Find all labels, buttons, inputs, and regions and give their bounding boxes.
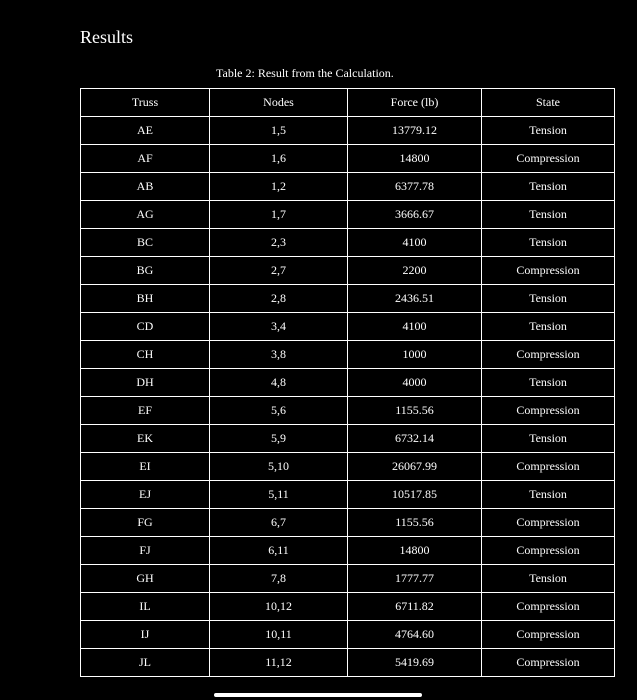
header-row [81, 89, 615, 117]
cell-truss: JL [81, 649, 210, 677]
table-caption: Table 2: Result from the Calculation. [216, 66, 394, 80]
cell-truss: CH [81, 341, 210, 369]
cell-state: Tension [482, 229, 615, 257]
cell-nodes: 6,11 [210, 537, 348, 565]
cell-state: Compression [482, 593, 615, 621]
cell-truss: BG [81, 257, 210, 285]
page-title: Results [80, 27, 134, 47]
cell-nodes: 3,8 [210, 341, 348, 369]
cell-nodes: 5,10 [210, 453, 348, 481]
cell-nodes: 11,12 [210, 649, 348, 677]
cell-force: 6732.14 [348, 425, 482, 453]
cell-state: Tension [482, 173, 615, 201]
cell-truss: BH [81, 285, 210, 313]
cell-force: 4100 [348, 313, 482, 341]
cell-force: 6377.78 [348, 173, 482, 201]
cell-truss: EK [81, 425, 210, 453]
cell-truss: AG [81, 201, 210, 229]
cell-nodes: 2,8 [210, 285, 348, 313]
cell-nodes: 2,7 [210, 257, 348, 285]
table-row [81, 313, 615, 341]
cell-truss: FG [81, 509, 210, 537]
cell-state: Tension [482, 481, 615, 509]
cell-nodes: 10,11 [210, 621, 348, 649]
results-table [80, 88, 615, 677]
cell-state: Tension [482, 565, 615, 593]
cell-state: Tension [482, 285, 615, 313]
cell-force: 14800 [348, 537, 482, 565]
table-row [81, 593, 615, 621]
cell-nodes: 2,3 [210, 229, 348, 257]
table-row [81, 173, 615, 201]
column-header-state: State [482, 89, 615, 117]
table-row [81, 145, 615, 173]
table-row [81, 341, 615, 369]
table-body [81, 117, 615, 677]
table-row [81, 509, 615, 537]
cell-state: Compression [482, 257, 615, 285]
table-row [81, 397, 615, 425]
cell-truss: BC [81, 229, 210, 257]
table-row [81, 369, 615, 397]
table-row [81, 425, 615, 453]
cell-nodes: 1,5 [210, 117, 348, 145]
cell-state: Tension [482, 201, 615, 229]
cell-force: 26067.99 [348, 453, 482, 481]
cell-nodes: 5,9 [210, 425, 348, 453]
cell-state: Tension [482, 369, 615, 397]
table-row [81, 537, 615, 565]
cell-state: Compression [482, 145, 615, 173]
cell-truss: IJ [81, 621, 210, 649]
table-row [81, 565, 615, 593]
table-row [81, 229, 615, 257]
cell-force: 5419.69 [348, 649, 482, 677]
cell-nodes: 5,6 [210, 397, 348, 425]
table-row [81, 453, 615, 481]
column-header-truss: Truss [81, 89, 210, 117]
cell-force: 2436.51 [348, 285, 482, 313]
table-header [81, 89, 615, 117]
cell-nodes: 6,7 [210, 509, 348, 537]
cell-force: 4764.60 [348, 621, 482, 649]
table-row [81, 285, 615, 313]
home-indicator[interactable] [214, 693, 422, 697]
table-row [81, 117, 615, 145]
cell-truss: AF [81, 145, 210, 173]
cell-state: Tension [482, 425, 615, 453]
column-header-force: Force (lb) [348, 89, 482, 117]
cell-truss: AB [81, 173, 210, 201]
cell-truss: EF [81, 397, 210, 425]
cell-nodes: 7,8 [210, 565, 348, 593]
cell-force: 13779.12 [348, 117, 482, 145]
cell-force: 1777.77 [348, 565, 482, 593]
cell-state: Compression [482, 537, 615, 565]
cell-force: 3666.67 [348, 201, 482, 229]
column-header-nodes: Nodes [210, 89, 348, 117]
table-row [81, 201, 615, 229]
cell-truss: EJ [81, 481, 210, 509]
cell-force: 4100 [348, 229, 482, 257]
cell-force: 1000 [348, 341, 482, 369]
table-row [81, 621, 615, 649]
table-row [81, 257, 615, 285]
cell-truss: IL [81, 593, 210, 621]
cell-nodes: 1,2 [210, 173, 348, 201]
cell-force: 6711.82 [348, 593, 482, 621]
cell-state: Compression [482, 341, 615, 369]
cell-truss: DH [81, 369, 210, 397]
cell-force: 10517.85 [348, 481, 482, 509]
cell-force: 1155.56 [348, 397, 482, 425]
cell-truss: AE [81, 117, 210, 145]
cell-state: Compression [482, 649, 615, 677]
table-row [81, 481, 615, 509]
cell-nodes: 3,4 [210, 313, 348, 341]
cell-nodes: 5,11 [210, 481, 348, 509]
cell-force: 2200 [348, 257, 482, 285]
cell-truss: GH [81, 565, 210, 593]
cell-state: Compression [482, 397, 615, 425]
cell-truss: CD [81, 313, 210, 341]
cell-state: Compression [482, 621, 615, 649]
cell-state: Compression [482, 509, 615, 537]
cell-truss: EI [81, 453, 210, 481]
cell-force: 14800 [348, 145, 482, 173]
cell-force: 4000 [348, 369, 482, 397]
table-row [81, 649, 615, 677]
cell-state: Compression [482, 453, 615, 481]
cell-nodes: 1,6 [210, 145, 348, 173]
cell-force: 1155.56 [348, 509, 482, 537]
cell-nodes: 10,12 [210, 593, 348, 621]
cell-nodes: 1,7 [210, 201, 348, 229]
cell-truss: FJ [81, 537, 210, 565]
cell-state: Tension [482, 117, 615, 145]
cell-nodes: 4,8 [210, 369, 348, 397]
cell-state: Tension [482, 313, 615, 341]
